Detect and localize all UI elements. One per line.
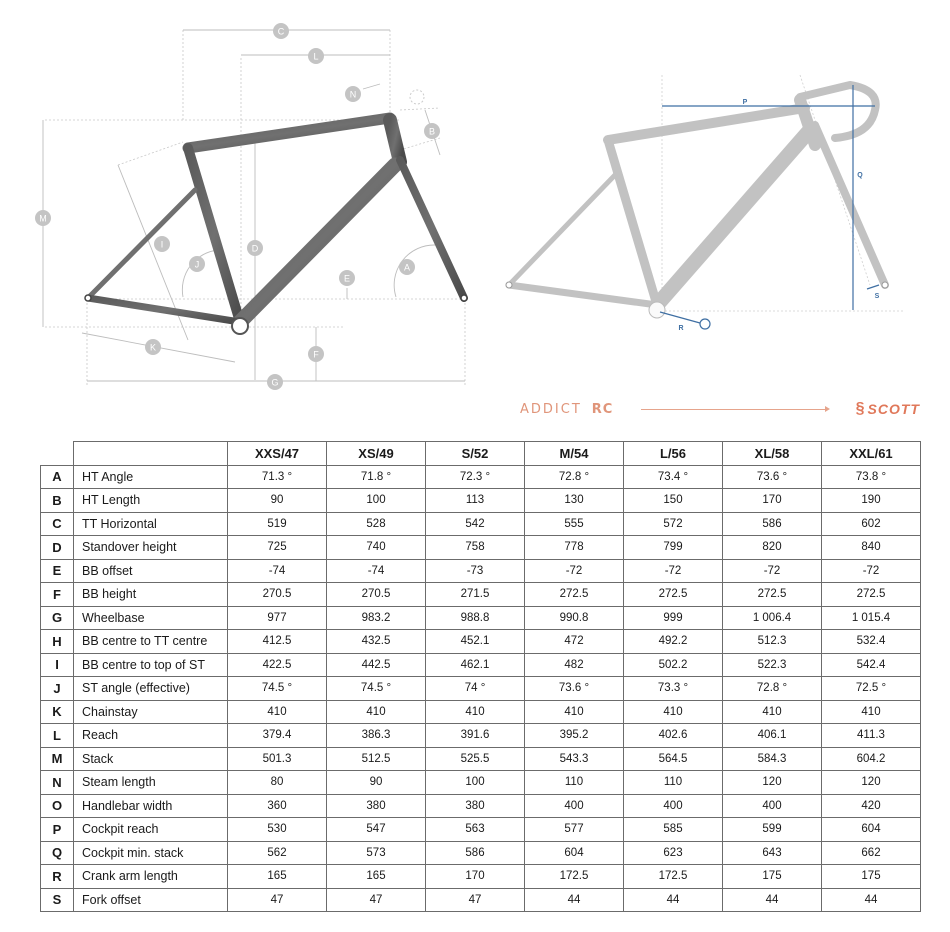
product-name: ADDICT RC	[520, 401, 614, 417]
row-letter: R	[41, 865, 74, 889]
cell-value: 380	[327, 794, 426, 818]
cell-value: -72	[723, 559, 822, 583]
cell-value: 270.5	[327, 583, 426, 607]
svg-text:L: L	[313, 51, 319, 62]
cell-value: -72	[624, 559, 723, 583]
size-header: XL/58	[723, 442, 822, 466]
row-label: HT Angle	[74, 465, 228, 489]
cell-value: 530	[228, 818, 327, 842]
svg-text:B: B	[428, 126, 436, 137]
cell-value: 73.8 °	[822, 465, 921, 489]
cell-value: 422.5	[228, 653, 327, 677]
cell-value: 564.5	[624, 747, 723, 771]
cell-value: 525.5	[426, 747, 525, 771]
cell-value: 604.2	[822, 747, 921, 771]
row-label: BB offset	[74, 559, 228, 583]
cell-value: 410	[822, 700, 921, 724]
row-letter: D	[41, 536, 74, 560]
cell-value: 725	[228, 536, 327, 560]
scott-logo-mark-icon: §	[855, 400, 866, 417]
svg-text:E: E	[343, 273, 351, 284]
cell-value: 150	[624, 489, 723, 513]
scott-logo: § SCOTT	[855, 400, 920, 417]
marker-e	[339, 270, 355, 286]
cell-value: 72.5 °	[822, 677, 921, 701]
cell-value: 190	[822, 489, 921, 513]
cell-value: 586	[723, 512, 822, 536]
marker-n	[345, 86, 361, 102]
row-letter: J	[41, 677, 74, 701]
size-header: M/54	[525, 442, 624, 466]
table-row	[41, 818, 921, 842]
cell-value: 820	[723, 536, 822, 560]
cell-value: 990.8	[525, 606, 624, 630]
cell-value: 72.8 °	[723, 677, 822, 701]
size-header: XXS/47	[228, 442, 327, 466]
table-body	[41, 465, 921, 912]
row-letter: Q	[41, 841, 74, 865]
row-label: Chainstay	[74, 700, 228, 724]
cell-value: 1 015.4	[822, 606, 921, 630]
cell-value: 272.5	[525, 583, 624, 607]
cell-value: 585	[624, 818, 723, 842]
cockpit-geometry-diagram	[495, 60, 925, 360]
cell-value: 999	[624, 606, 723, 630]
svg-text:A: A	[403, 262, 411, 273]
cell-value: 400	[624, 794, 723, 818]
table-row	[41, 841, 921, 865]
cell-value: 165	[228, 865, 327, 889]
table-row	[41, 512, 921, 536]
row-label: Steam length	[74, 771, 228, 795]
table-row	[41, 606, 921, 630]
size-header: XS/49	[327, 442, 426, 466]
table-row	[41, 794, 921, 818]
cell-value: 170	[723, 489, 822, 513]
row-label: Cockpit min. stack	[74, 841, 228, 865]
marker-p: P	[742, 99, 748, 106]
cell-value: 391.6	[426, 724, 525, 748]
label-header-cell	[74, 442, 228, 466]
cell-value: 73.4 °	[624, 465, 723, 489]
cell-value: 175	[822, 865, 921, 889]
cell-value: 452.1	[426, 630, 525, 654]
table-row	[41, 536, 921, 560]
cell-value: 410	[525, 700, 624, 724]
cell-value: 519	[228, 512, 327, 536]
cell-value: 272.5	[723, 583, 822, 607]
cell-value: 110	[624, 771, 723, 795]
row-letter: B	[41, 489, 74, 513]
size-header: XXL/61	[822, 442, 921, 466]
cell-value: 584.3	[723, 747, 822, 771]
cell-value: 74 °	[426, 677, 525, 701]
table-row	[41, 724, 921, 748]
cell-value: 799	[624, 536, 723, 560]
table-row	[41, 489, 921, 513]
cell-value: 44	[624, 888, 723, 912]
table-row	[41, 747, 921, 771]
svg-text:J: J	[194, 259, 200, 270]
cell-value: 47	[426, 888, 525, 912]
cell-value: 120	[723, 771, 822, 795]
cell-value: 74.5 °	[327, 677, 426, 701]
cell-value: 412.5	[228, 630, 327, 654]
cell-value: 47	[228, 888, 327, 912]
cell-value: 71.8 °	[327, 465, 426, 489]
cell-value: 47	[327, 888, 426, 912]
row-letter: L	[41, 724, 74, 748]
cell-value: 410	[624, 700, 723, 724]
cell-value: 410	[723, 700, 822, 724]
cell-value: 1 006.4	[723, 606, 822, 630]
cell-value: 272.5	[624, 583, 723, 607]
cell-value: 410	[327, 700, 426, 724]
cell-value: 604	[822, 818, 921, 842]
row-label: BB centre to top of ST	[74, 653, 228, 677]
table-row	[41, 559, 921, 583]
cell-value: 420	[822, 794, 921, 818]
cell-value: 442.5	[327, 653, 426, 677]
svg-text:D: D	[251, 243, 259, 254]
row-label: BB centre to TT centre	[74, 630, 228, 654]
cell-value: 572	[624, 512, 723, 536]
cell-value: 100	[426, 771, 525, 795]
cell-value: 662	[822, 841, 921, 865]
marker-g	[267, 374, 283, 390]
svg-text:N: N	[349, 89, 357, 100]
marker-l	[308, 48, 324, 64]
svg-text:C: C	[277, 26, 285, 37]
row-letter: O	[41, 794, 74, 818]
row-label: TT Horizontal	[74, 512, 228, 536]
cell-value: 542	[426, 512, 525, 536]
row-label: Stack	[74, 747, 228, 771]
svg-text:K: K	[149, 342, 157, 353]
table-row	[41, 865, 921, 889]
marker-a	[399, 259, 415, 275]
cell-value: 482	[525, 653, 624, 677]
cell-value: 386.3	[327, 724, 426, 748]
svg-text:M: M	[39, 213, 47, 224]
size-header: L/56	[624, 442, 723, 466]
row-label: Fork offset	[74, 888, 228, 912]
cell-value: 72.3 °	[426, 465, 525, 489]
marker-s: S	[874, 293, 880, 300]
marker-d	[247, 240, 263, 256]
cell-value: 395.2	[525, 724, 624, 748]
row-label: Crank arm length	[74, 865, 228, 889]
cell-value: 988.8	[426, 606, 525, 630]
row-letter: G	[41, 606, 74, 630]
cell-value: 74.5 °	[228, 677, 327, 701]
cell-value: 44	[723, 888, 822, 912]
cell-value: 983.2	[327, 606, 426, 630]
row-label: Standover height	[74, 536, 228, 560]
cell-value: 270.5	[228, 583, 327, 607]
marker-i	[154, 236, 170, 252]
cell-value: 90	[327, 771, 426, 795]
table-row	[41, 630, 921, 654]
cell-value: 543.3	[525, 747, 624, 771]
cell-value: 170	[426, 865, 525, 889]
row-letter: K	[41, 700, 74, 724]
svg-text:I: I	[160, 239, 164, 250]
cell-value: 472	[525, 630, 624, 654]
size-header: S/52	[426, 442, 525, 466]
cell-value: 271.5	[426, 583, 525, 607]
cell-value: 172.5	[525, 865, 624, 889]
cell-value: 165	[327, 865, 426, 889]
cell-value: 563	[426, 818, 525, 842]
cell-value: 602	[822, 512, 921, 536]
cell-value: 73.6 °	[723, 465, 822, 489]
cell-value: 44	[822, 888, 921, 912]
cell-value: 643	[723, 841, 822, 865]
cell-value: 44	[525, 888, 624, 912]
row-letter: E	[41, 559, 74, 583]
row-letter: P	[41, 818, 74, 842]
row-letter: A	[41, 465, 74, 489]
row-letter: F	[41, 583, 74, 607]
row-letter: C	[41, 512, 74, 536]
row-label: ST angle (effective)	[74, 677, 228, 701]
cell-value: 573	[327, 841, 426, 865]
row-letter: M	[41, 747, 74, 771]
corner-cell	[41, 442, 74, 466]
cell-value: 501.3	[228, 747, 327, 771]
cell-value: 512.3	[723, 630, 822, 654]
cell-value: 175	[723, 865, 822, 889]
table-row	[41, 888, 921, 912]
frame-geometry-diagram	[0, 0, 500, 400]
marker-c	[273, 23, 289, 39]
cell-value: 462.1	[426, 653, 525, 677]
cell-value: 272.5	[822, 583, 921, 607]
table-row	[41, 771, 921, 795]
cell-value: 532.4	[822, 630, 921, 654]
cell-value: 400	[723, 794, 822, 818]
cell-value: 406.1	[723, 724, 822, 748]
cell-value: 73.3 °	[624, 677, 723, 701]
cell-value: 623	[624, 841, 723, 865]
cell-value: 379.4	[228, 724, 327, 748]
cell-value: 577	[525, 818, 624, 842]
marker-k	[145, 339, 161, 355]
table-row	[41, 700, 921, 724]
cell-value: 740	[327, 536, 426, 560]
cell-value: 411.3	[822, 724, 921, 748]
cell-value: 360	[228, 794, 327, 818]
row-label: Wheelbase	[74, 606, 228, 630]
marker-m	[35, 210, 51, 226]
row-label: BB height	[74, 583, 228, 607]
cell-value: 586	[426, 841, 525, 865]
svg-text:G: G	[271, 377, 279, 388]
cell-value: 758	[426, 536, 525, 560]
cell-value: 555	[525, 512, 624, 536]
cell-value: 840	[822, 536, 921, 560]
cell-value: 402.6	[624, 724, 723, 748]
cell-value: 410	[228, 700, 327, 724]
row-label: Reach	[74, 724, 228, 748]
cell-value: -72	[525, 559, 624, 583]
cell-value: 113	[426, 489, 525, 513]
cell-value: 120	[822, 771, 921, 795]
cell-value: 522.3	[723, 653, 822, 677]
cell-value: 599	[723, 818, 822, 842]
geometry-table	[40, 441, 921, 912]
cell-value: 380	[426, 794, 525, 818]
table-row	[41, 583, 921, 607]
cell-value: 73.6 °	[525, 677, 624, 701]
row-label: Cockpit reach	[74, 818, 228, 842]
table-header-row	[41, 442, 921, 466]
cell-value: 502.2	[624, 653, 723, 677]
svg-text:F: F	[313, 349, 319, 360]
marker-q: Q	[857, 172, 863, 179]
cell-value: 410	[426, 700, 525, 724]
cell-value: 512.5	[327, 747, 426, 771]
cell-value: 400	[525, 794, 624, 818]
row-label: Handlebar width	[74, 794, 228, 818]
cell-value: -72	[822, 559, 921, 583]
row-letter: S	[41, 888, 74, 912]
cell-value: 547	[327, 818, 426, 842]
table-row	[41, 653, 921, 677]
cell-value: 71.3 °	[228, 465, 327, 489]
marker-j	[189, 256, 205, 272]
table-row	[41, 465, 921, 489]
marker-b	[424, 123, 440, 139]
cell-value: 528	[327, 512, 426, 536]
row-letter: H	[41, 630, 74, 654]
row-label: HT Length	[74, 489, 228, 513]
cell-value: -73	[426, 559, 525, 583]
cell-value: 432.5	[327, 630, 426, 654]
cell-value: 778	[525, 536, 624, 560]
cell-value: 172.5	[624, 865, 723, 889]
cell-value: 90	[228, 489, 327, 513]
arrow-right-icon	[641, 409, 827, 410]
cell-value: 562	[228, 841, 327, 865]
cell-value: -74	[327, 559, 426, 583]
cell-value: 977	[228, 606, 327, 630]
cell-value: 130	[525, 489, 624, 513]
brand-bar	[520, 398, 920, 420]
table-row	[41, 677, 921, 701]
cell-value: 604	[525, 841, 624, 865]
cell-value: -74	[228, 559, 327, 583]
cell-value: 492.2	[624, 630, 723, 654]
marker-r: R	[678, 325, 684, 332]
cell-value: 72.8 °	[525, 465, 624, 489]
marker-f	[308, 346, 324, 362]
row-letter: N	[41, 771, 74, 795]
cell-value: 80	[228, 771, 327, 795]
cell-value: 542.4	[822, 653, 921, 677]
row-letter: I	[41, 653, 74, 677]
cell-value: 100	[327, 489, 426, 513]
cell-value: 110	[525, 771, 624, 795]
